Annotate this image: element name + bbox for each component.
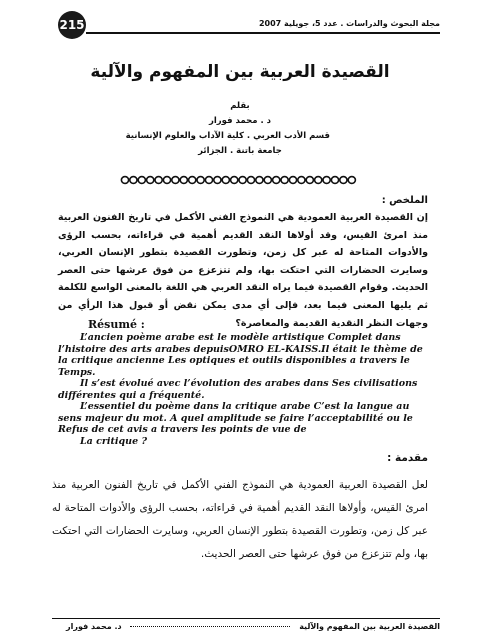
ornament-knot xyxy=(121,177,128,184)
ornament-knot xyxy=(138,177,145,184)
header-rule xyxy=(86,32,440,34)
author-department: قسم الأدب العربي . كلية الآداب والعلوم الإنسانية xyxy=(125,131,330,141)
footer xyxy=(52,622,440,631)
abstract-label: الملخص : xyxy=(381,195,428,206)
ornament-knot xyxy=(205,177,212,184)
ornament-knot xyxy=(348,177,355,184)
ornament-knot xyxy=(231,177,238,184)
article-title: القصيدة العربية بين المفهوم والآلية xyxy=(90,62,390,82)
ornament-knot xyxy=(214,177,221,184)
ornament-knot xyxy=(315,177,322,184)
ornament-divider xyxy=(120,175,360,185)
running-head: مجلة البحوث والدراسات . عدد 5، جويلية 2007 xyxy=(258,19,440,28)
ornament-knot xyxy=(281,177,288,184)
resume-paragraph-1: L’ancien poème arabe est le modèle artistique Complet dans l’histoire des arts arabes depuisOMRO EL-KAISS.Il était le thème de la critique ancienne Les optiques et outils disponibles a travers le Temps. xyxy=(58,332,423,378)
author-name: د . محمد فورار xyxy=(208,116,272,126)
ornament-knot xyxy=(163,177,170,184)
ornament-knot xyxy=(172,177,179,184)
resume-paragraph-4: La critique ? xyxy=(80,435,148,447)
ornament-knot xyxy=(298,177,305,184)
ornament-knot xyxy=(147,177,154,184)
ornament-knot xyxy=(222,177,229,184)
ornament-knot xyxy=(180,177,187,184)
ornament-knot xyxy=(256,177,263,184)
ornament-knot xyxy=(247,177,254,184)
ornament-knot xyxy=(340,177,347,184)
author-university: جامعة باتنة . الجزائر xyxy=(198,146,282,156)
author-block xyxy=(125,99,330,159)
ornament-knot xyxy=(289,177,296,184)
introduction-paragraph: لعل القصيدة العربية العمودية هي النموذج الفني الأكمل في تاريخ الفنون العربية منذ امرئ القيس، وأولاها النقد القديم أهمية في قراءاته، بحسب الرؤى والأدوات المتاحة له عبر كل زمن، وتطورت القصيدة بتطور الإنسان العربي، وسايرت الحضارات التي احتكت بها، ولم تتزعزع من فوق عرشها حتى العصر الحديث. xyxy=(52,479,428,560)
introduction-text xyxy=(52,474,428,566)
ornament-knot xyxy=(264,177,271,184)
author-by-label: بقلم xyxy=(230,101,250,111)
footer-rule xyxy=(52,618,440,619)
ornament-knot xyxy=(323,177,330,184)
footer-author: د. محمد فورار xyxy=(65,622,122,631)
arabic-abstract xyxy=(58,192,428,332)
ornament-knot xyxy=(189,177,196,184)
footer-article-title: القصيدة العربية بين المفهوم والآلية xyxy=(299,622,440,631)
page-number-badge: 215 xyxy=(58,11,86,39)
ornament-knot xyxy=(273,177,280,184)
ornament-knot xyxy=(306,177,313,184)
resume-label: Résumé : xyxy=(88,318,145,331)
ornament-knot xyxy=(130,177,137,184)
footer-leader xyxy=(130,626,290,627)
resume-paragraph-2: Il s’est évolué avec l’évolution des arabes dans Ses civilisations différentes qui a fréquenté. xyxy=(58,378,418,401)
introduction-heading: مقدمة : xyxy=(387,452,428,464)
french-resume xyxy=(58,318,428,447)
ornament-knot xyxy=(239,177,246,184)
ornament-knot xyxy=(155,177,162,184)
ornament-knot xyxy=(197,177,204,184)
abstract-text: إن القصيدة العربية العمودية هي النموذج الفني الأكمل في تاريخ الفنون العربية منذ امرئ القيس، وقد أولاها النقد القديم أهمية في قراءاته، بحسب الرؤى والأدوات المتاحة له عبر كل زمن، وتطورت القصيدة بتطور الإنسان العربي، وسايرت الحضارات التي احتكت بها، ولم تتزعزع من فوق عرشها حتى العصر الحديث. وقوام القصيدة فيما يراه النقد العربي هي اللغة بالمعنى الواسع للكلمة ثم يليها المعنى فيما بعد، فإلى أي مدى يمكن نقض أو قبول هذا الرأي من وجهات النظر النقدية القديمة والمعاصرة؟ xyxy=(58,212,428,329)
resume-paragraph-3: L’essentiel du poème dans la critique arabe C’est la langue au sens majeur du mot. A quel amplitude se faire l’acceptabilité ou le Refus de cet avis a travers les points de vue de xyxy=(58,401,413,435)
ornament-knot xyxy=(331,177,338,184)
